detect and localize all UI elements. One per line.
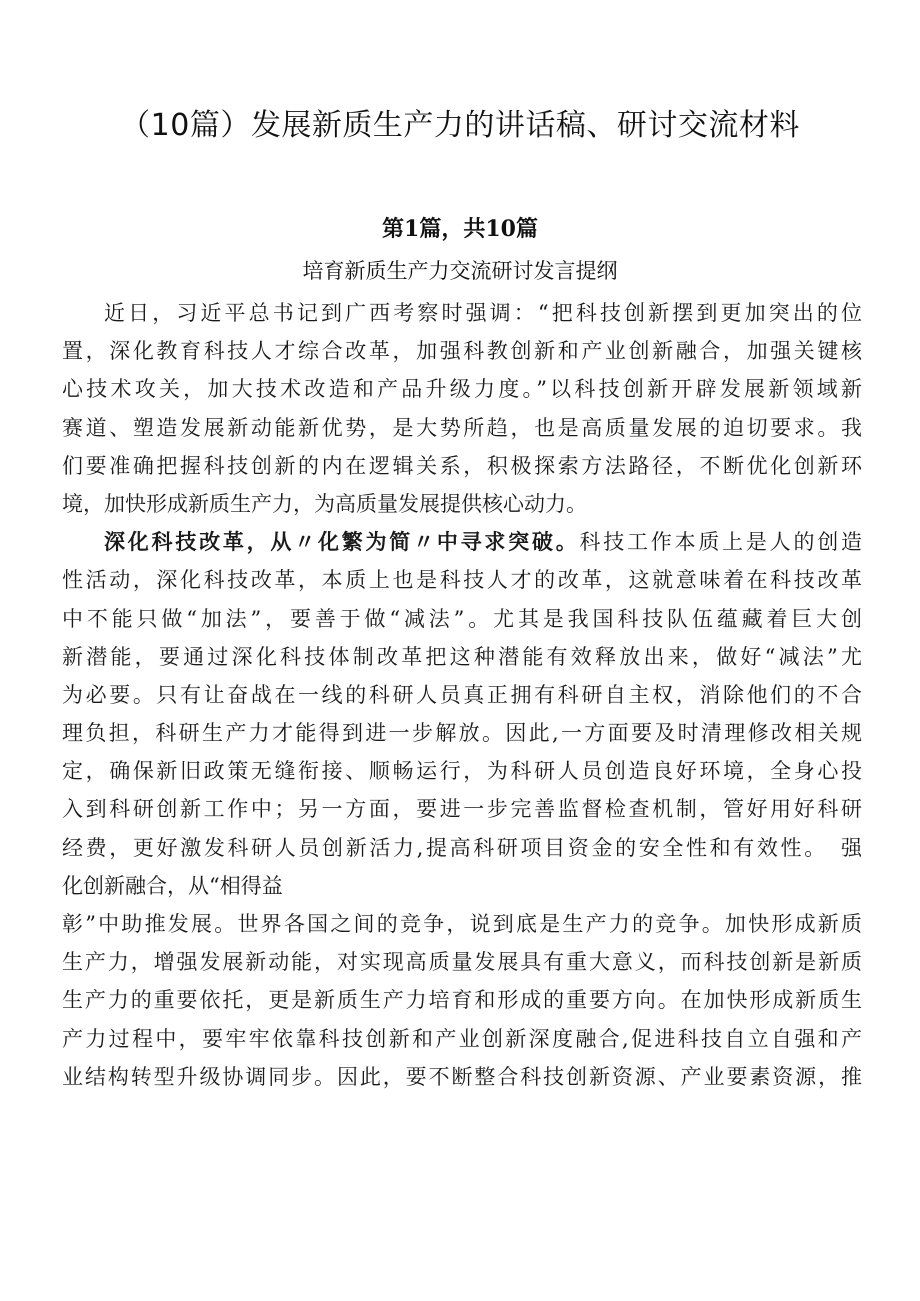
text-line: 新潜能，要通过深化科技体制改革把这种潜能有效释放出来，做好“减法”尤 [62, 644, 862, 669]
text-line: 中不能只做“加法”，要善于做“减法”。尤其是我国科技队伍蕴藏着巨大创 [62, 606, 862, 631]
text-line: 为必要。只有让奋战在一线的科研人员真正拥有科研自主权，消除他们的不合 [62, 682, 862, 707]
text-line: 化创新融合，从“相得益 [62, 873, 283, 898]
text-line: 业结构转型升级协调同步。因此，要不断整合科技创新资源、产业要素资源，推 [62, 1064, 862, 1089]
text-line: 生产力，增强发展新动能，对实现高质量发展具有重大意义，而科技创新是新质 [62, 950, 862, 975]
text-line: 经费，更好激发科研人员创新活力,提高科研项目资金的安全性和有效性。 强 [62, 835, 862, 860]
text-line: 产力过程中，要牢牢依靠科技创新和产业创新深度融合,促进科技自立自强和产 [62, 1026, 862, 1051]
paragraph-lead-line [62, 523, 862, 561]
body-text [62, 294, 862, 1096]
document-title: （10篇）发展新质生产力的讲话稿、研讨交流材料 [120, 108, 800, 143]
text-line: 性活动，深化科技改革，本质上也是科技人才的改革，这就意味着在科技改革 [62, 568, 862, 593]
part-label: 第1篇，共10篇 [382, 216, 538, 242]
text-line: 彰”中助推发展。世界各国之间的竞争，说到底是生产力的竞争。加快形成新质 [62, 912, 862, 936]
paragraph-heading: 深化科技改革，从〃化繁为简〃中寻求突破。 [104, 530, 580, 555]
text-line: 入到科研创新工作中；另一方面，要进一步完善监督检查机制，管好用好科研 [62, 797, 862, 822]
text-line: 理负担，科研生产力才能得到进一步解放。因此,一方面要及时清理修改相关规 [62, 721, 862, 746]
text-line: 置，深化教育科技人才综合改革，加强科教创新和产业创新融合，加强关键核 [62, 339, 862, 364]
paragraph-lead-text: 科技工作本质上是人的创造 [579, 530, 862, 555]
text-line: 定，确保新旧政策无缝衔接、顺畅运行，为科研人员创造良好环境，全身心投 [62, 759, 862, 784]
text-line: 赛道、塑造发展新动能新优势，是大势所趋，也是高质量发展的迫切要求。我 [62, 415, 862, 440]
text-line: 心技术攻关，加大技术改造和产品升级力度。”以科技创新开辟发展新领域新 [62, 377, 862, 402]
text-line: 们要准确把握科技创新的内在逻辑关系，积极探索方法路径，不断优化创新环 [62, 453, 862, 478]
text-line: 境，加快形成新质生产力，为高质量发展提供核心动力。 [62, 491, 587, 516]
text-line: 生产力的重要依托，更是新质生产力培育和形成的重要方向。在加快形成新质生 [62, 988, 862, 1013]
section-subtitle: 培育新质生产力交流研讨发言提纲 [302, 259, 618, 283]
text-line: 近日，习近平总书记到广西考察时强调：“把科技创新摆到更加突出的位 [104, 301, 862, 325]
